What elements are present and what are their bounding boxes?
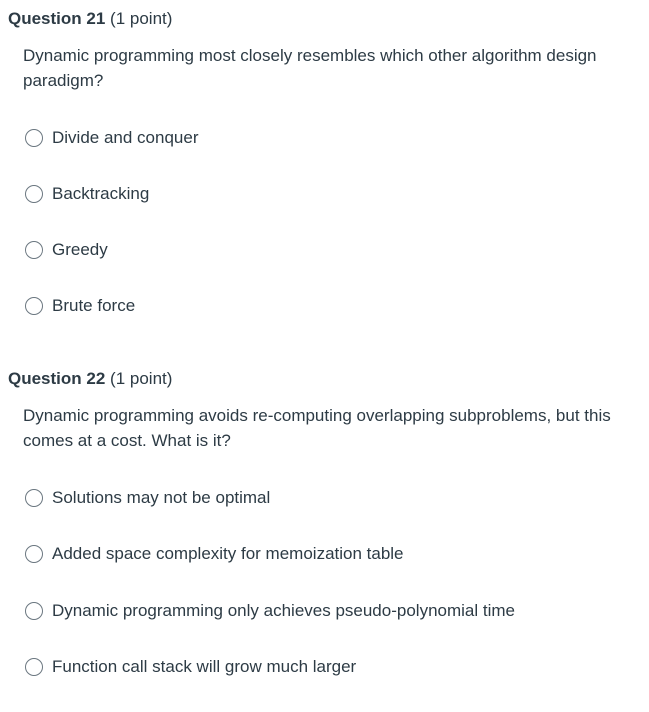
radio-button-icon[interactable] — [25, 658, 43, 676]
question-header — [8, 369, 172, 389]
answer-label: Dynamic programming only achieves pseudo-polynomial time — [52, 601, 515, 620]
answer-label: Greedy — [52, 240, 108, 259]
question-points: (1 point) — [110, 369, 173, 388]
radio-button-icon[interactable] — [25, 602, 43, 620]
answer-label: Solutions may not be optimal — [52, 488, 271, 507]
answer-option[interactable] — [25, 542, 404, 566]
radio-button-icon[interactable] — [25, 545, 43, 563]
question-title: Question 21 — [8, 9, 106, 28]
answer-option[interactable] — [25, 238, 108, 262]
answer-label: Function call stack will grow much larger — [52, 657, 357, 676]
answer-option[interactable] — [25, 182, 149, 206]
radio-button-icon[interactable] — [25, 297, 43, 315]
radio-button-icon[interactable] — [25, 185, 43, 203]
answer-option[interactable] — [25, 655, 356, 679]
radio-button-icon[interactable] — [25, 489, 43, 507]
question-points: (1 point) — [110, 9, 173, 28]
answer-option[interactable] — [25, 486, 270, 510]
question-prompt: Dynamic programming avoids re-computing overlapping subproblems, but this comes at a cost. What is it? — [23, 406, 611, 450]
answer-label: Brute force — [52, 296, 136, 315]
question-prompt: Dynamic programming most closely resembles which other algorithm design paradigm? — [23, 46, 597, 90]
answer-label: Backtracking — [52, 184, 150, 203]
answer-option[interactable] — [25, 599, 515, 623]
radio-button-icon[interactable] — [25, 129, 43, 147]
radio-button-icon[interactable] — [25, 241, 43, 259]
answer-label: Divide and conquer — [52, 128, 199, 147]
answer-option[interactable] — [25, 294, 135, 318]
question-header — [8, 9, 172, 29]
answer-option[interactable] — [25, 126, 198, 150]
answer-label: Added space complexity for memoization table — [52, 544, 404, 563]
question-title: Question 22 — [8, 369, 106, 388]
